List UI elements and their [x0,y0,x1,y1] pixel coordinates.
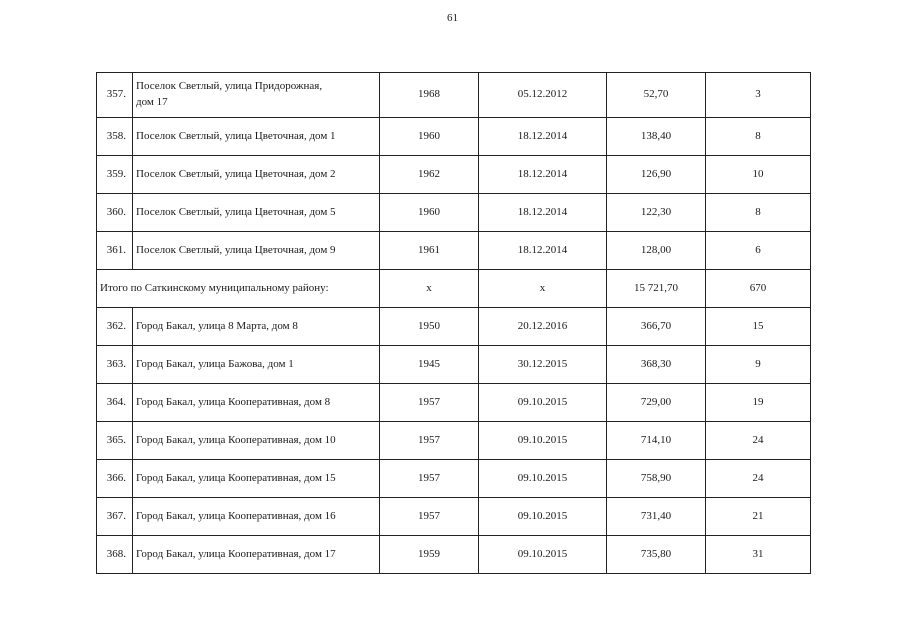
area-cell: 126,90 [607,156,706,194]
row-number: 367. [97,498,133,536]
table-row [97,308,811,346]
table-row [97,498,811,536]
table-row [97,118,811,156]
address-cell: Поселок Светлый, улица Цветочная, дом 9 [133,232,380,270]
residents-cell: 24 [706,460,811,498]
address-cell: Город Бакал, улица 8 Марта, дом 8 [133,308,380,346]
residents-cell: 9 [706,346,811,384]
date-cell: 09.10.2015 [479,498,607,536]
address-cell: Поселок Светлый, улица Цветочная, дом 2 [133,156,380,194]
residents-cell: 6 [706,232,811,270]
housing-registry-table [96,72,811,574]
year-cell: 1961 [380,232,479,270]
address-cell: Поселок Светлый, улица Цветочная, дом 5 [133,194,380,232]
address-cell: Город Бакал, улица Кооперативная, дом 15 [133,460,380,498]
year-cell: 1957 [380,422,479,460]
total-date-cell: х [479,270,607,308]
year-cell: 1957 [380,460,479,498]
area-cell: 758,90 [607,460,706,498]
row-number: 362. [97,308,133,346]
table-row [97,156,811,194]
row-number: 361. [97,232,133,270]
row-number: 359. [97,156,133,194]
area-cell: 128,00 [607,232,706,270]
address-cell: Город Бакал, улица Кооперативная, дом 17 [133,536,380,574]
area-cell: 138,40 [607,118,706,156]
total-year-cell: х [380,270,479,308]
area-cell: 368,30 [607,346,706,384]
year-cell: 1957 [380,384,479,422]
date-cell: 20.12.2016 [479,308,607,346]
date-cell: 18.12.2014 [479,118,607,156]
row-number: 366. [97,460,133,498]
table-row [97,232,811,270]
residents-cell: 19 [706,384,811,422]
residents-cell: 8 [706,118,811,156]
date-cell: 18.12.2014 [479,156,607,194]
date-cell: 30.12.2015 [479,346,607,384]
total-area-cell: 15 721,70 [607,270,706,308]
area-cell: 366,70 [607,308,706,346]
table-row [97,460,811,498]
address-cell: Город Бакал, улица Кооперативная, дом 16 [133,498,380,536]
year-cell: 1950 [380,308,479,346]
residents-cell: 8 [706,194,811,232]
date-cell: 09.10.2015 [479,422,607,460]
address-line: дом 17 [136,96,168,108]
address-cell: Город Бакал, улица Кооперативная, дом 8 [133,384,380,422]
year-cell: 1957 [380,498,479,536]
table-row [97,384,811,422]
address-cell: Город Бакал, улица Кооперативная, дом 10 [133,422,380,460]
row-number: 358. [97,118,133,156]
table-row [97,422,811,460]
table-row [97,194,811,232]
year-cell: 1962 [380,156,479,194]
residents-cell: 15 [706,308,811,346]
total-row [97,270,811,308]
address-cell: Город Бакал, улица Бажова, дом 1 [133,346,380,384]
date-cell: 09.10.2015 [479,460,607,498]
area-cell: 52,70 [607,73,706,118]
table-row [97,536,811,574]
total-label: Итого по Саткинскому муниципальному району: [97,270,380,308]
residents-cell: 3 [706,73,811,118]
page-number: 61 [447,12,458,24]
area-cell: 735,80 [607,536,706,574]
row-number: 357. [97,73,133,118]
date-cell: 09.10.2015 [479,536,607,574]
date-cell: 09.10.2015 [479,384,607,422]
date-cell: 18.12.2014 [479,232,607,270]
residents-cell: 21 [706,498,811,536]
residents-cell: 10 [706,156,811,194]
row-number: 364. [97,384,133,422]
table-row [97,346,811,384]
date-cell: 18.12.2014 [479,194,607,232]
total-residents-cell: 670 [706,270,811,308]
year-cell: 1959 [380,536,479,574]
year-cell: 1945 [380,346,479,384]
address-cell [133,73,380,118]
area-cell: 122,30 [607,194,706,232]
address-line: Поселок Светлый, улица Придорожная, [136,80,323,93]
year-cell: 1960 [380,118,479,156]
year-cell: 1960 [380,194,479,232]
row-number: 363. [97,346,133,384]
residents-cell: 24 [706,422,811,460]
table-row [97,73,811,118]
year-cell: 1968 [380,73,479,118]
area-cell: 714,10 [607,422,706,460]
row-number: 365. [97,422,133,460]
area-cell: 729,00 [607,384,706,422]
residents-cell: 31 [706,536,811,574]
area-cell: 731,40 [607,498,706,536]
date-cell: 05.12.2012 [479,73,607,118]
row-number: 368. [97,536,133,574]
row-number: 360. [97,194,133,232]
address-cell: Поселок Светлый, улица Цветочная, дом 1 [133,118,380,156]
